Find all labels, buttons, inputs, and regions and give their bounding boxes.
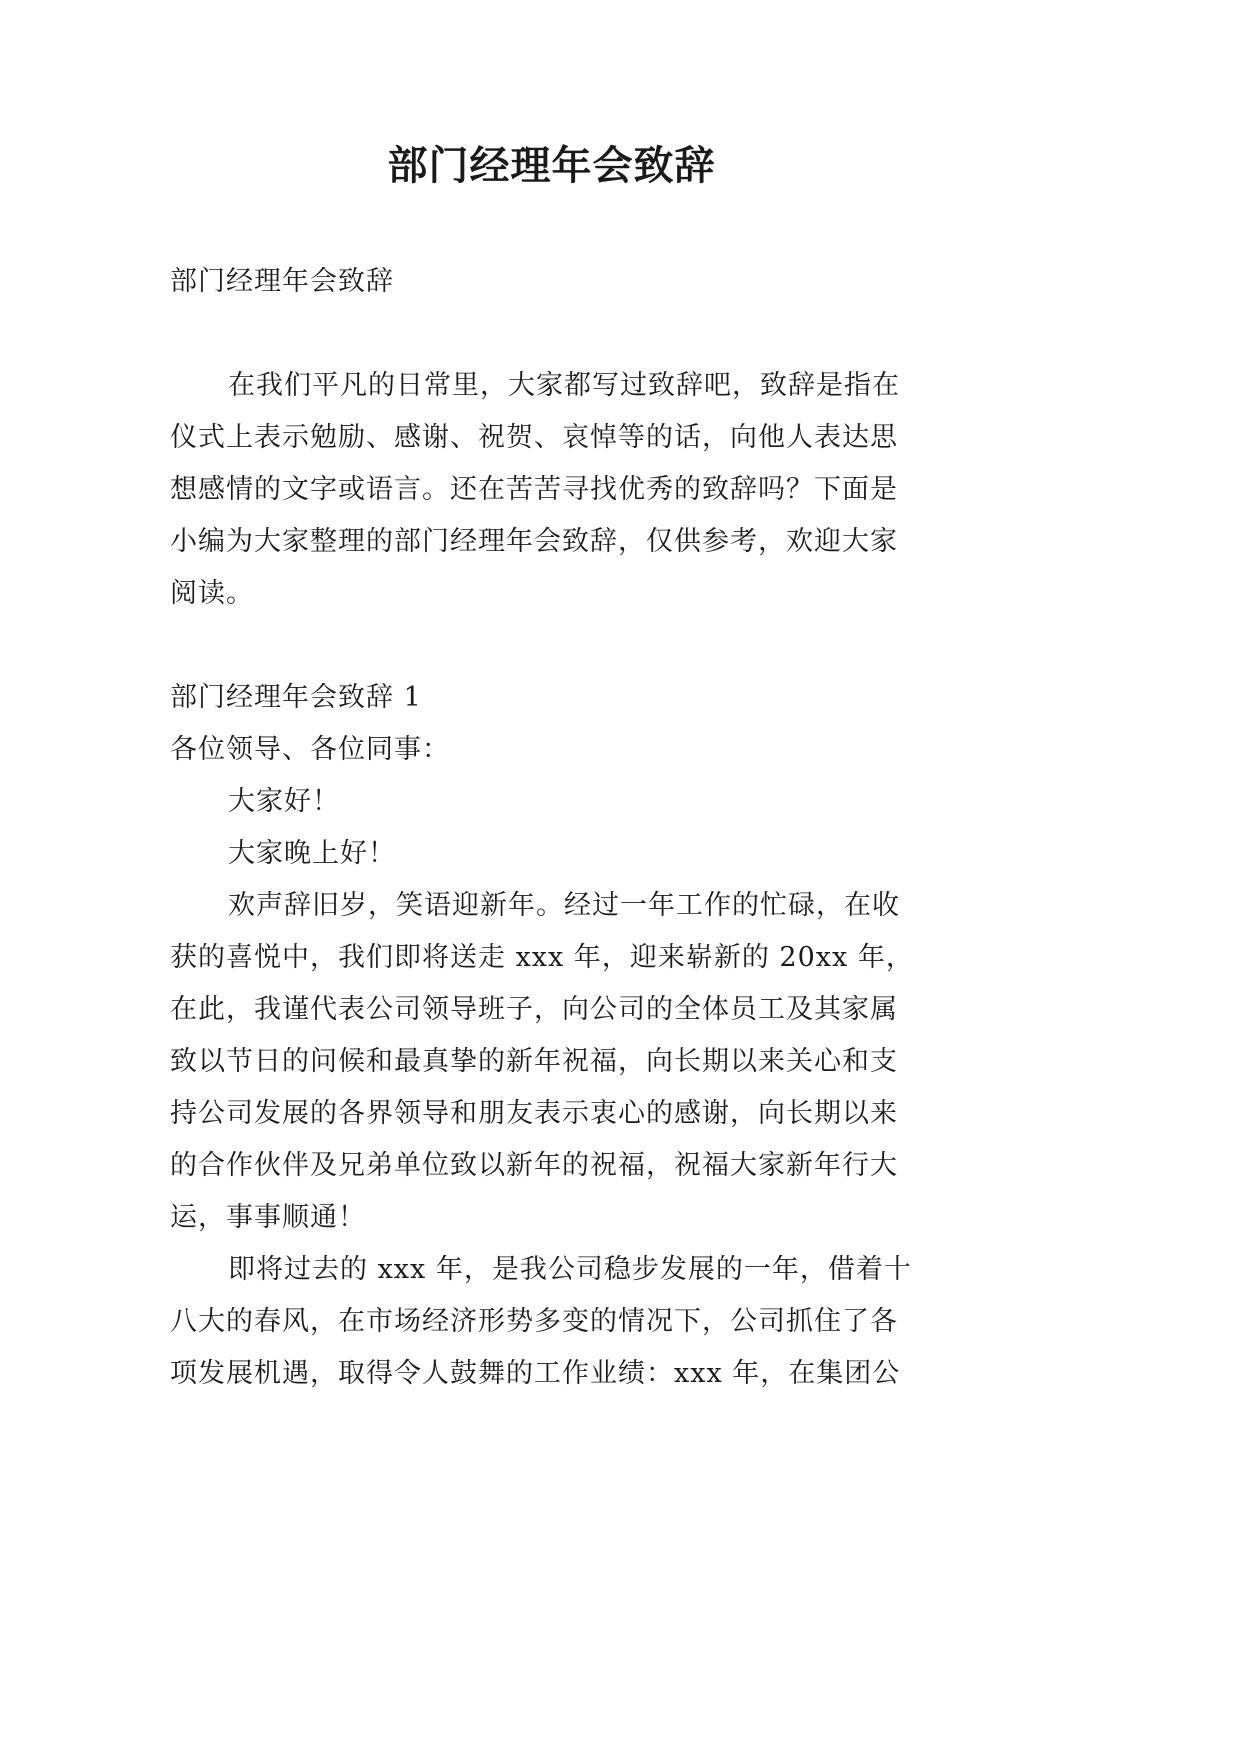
body-line: 八大的春风，在市场经济形势多变的情况下，公司抓住了各 <box>170 1306 898 1337</box>
document-title: 部门经理年会致辞 <box>387 142 716 189</box>
greeting-line: 大家晚上好！ <box>228 838 396 869</box>
body-line: 致以节日的问候和最真挚的新年祝福，向长期以来关心和支 <box>170 1046 898 1077</box>
body-line: 的合作伙伴及兄弟单位致以新年的祝福，祝福大家新年行大 <box>170 1150 898 1181</box>
body-line: 运，事事顺通！ <box>170 1202 366 1233</box>
body-line: 项发展机遇，取得令人鼓舞的工作业绩：xxx 年，在集团公 <box>170 1358 901 1389</box>
body-line: 欢声辞旧岁，笑语迎新年。经过一年工作的忙碌，在收 <box>228 890 900 921</box>
intro-line: 想感情的文字或语言。还在苦苦寻找优秀的致辞吗？下面是 <box>170 474 898 505</box>
subtitle-line: 部门经理年会致辞 <box>170 266 394 297</box>
body-line: 获的喜悦中，我们即将送走 xxx 年，迎来崭新的 20xx 年， <box>170 942 914 973</box>
intro-line: 在我们平凡的日常里，大家都写过致辞吧，致辞是指在 <box>228 370 900 401</box>
salutation: 各位领导、各位同事： <box>170 734 450 765</box>
intro-line: 小编为大家整理的部门经理年会致辞，仅供参考，欢迎大家 <box>170 526 898 557</box>
intro-line: 仪式上表示勉励、感谢、祝贺、哀悼等的话，向他人表达思 <box>170 422 898 453</box>
body-line: 即将过去的 xxx 年，是我公司稳步发展的一年，借着十 <box>228 1254 912 1285</box>
body-line: 持公司发展的各界领导和朋友表示衷心的感谢，向长期以来 <box>170 1098 898 1129</box>
section-heading: 部门经理年会致辞 1 <box>170 682 422 713</box>
body-line: 在此，我谨代表公司领导班子，向公司的全体员工及其家属 <box>170 994 898 1025</box>
intro-line: 阅读。 <box>170 578 254 609</box>
greeting-line: 大家好！ <box>228 786 340 817</box>
